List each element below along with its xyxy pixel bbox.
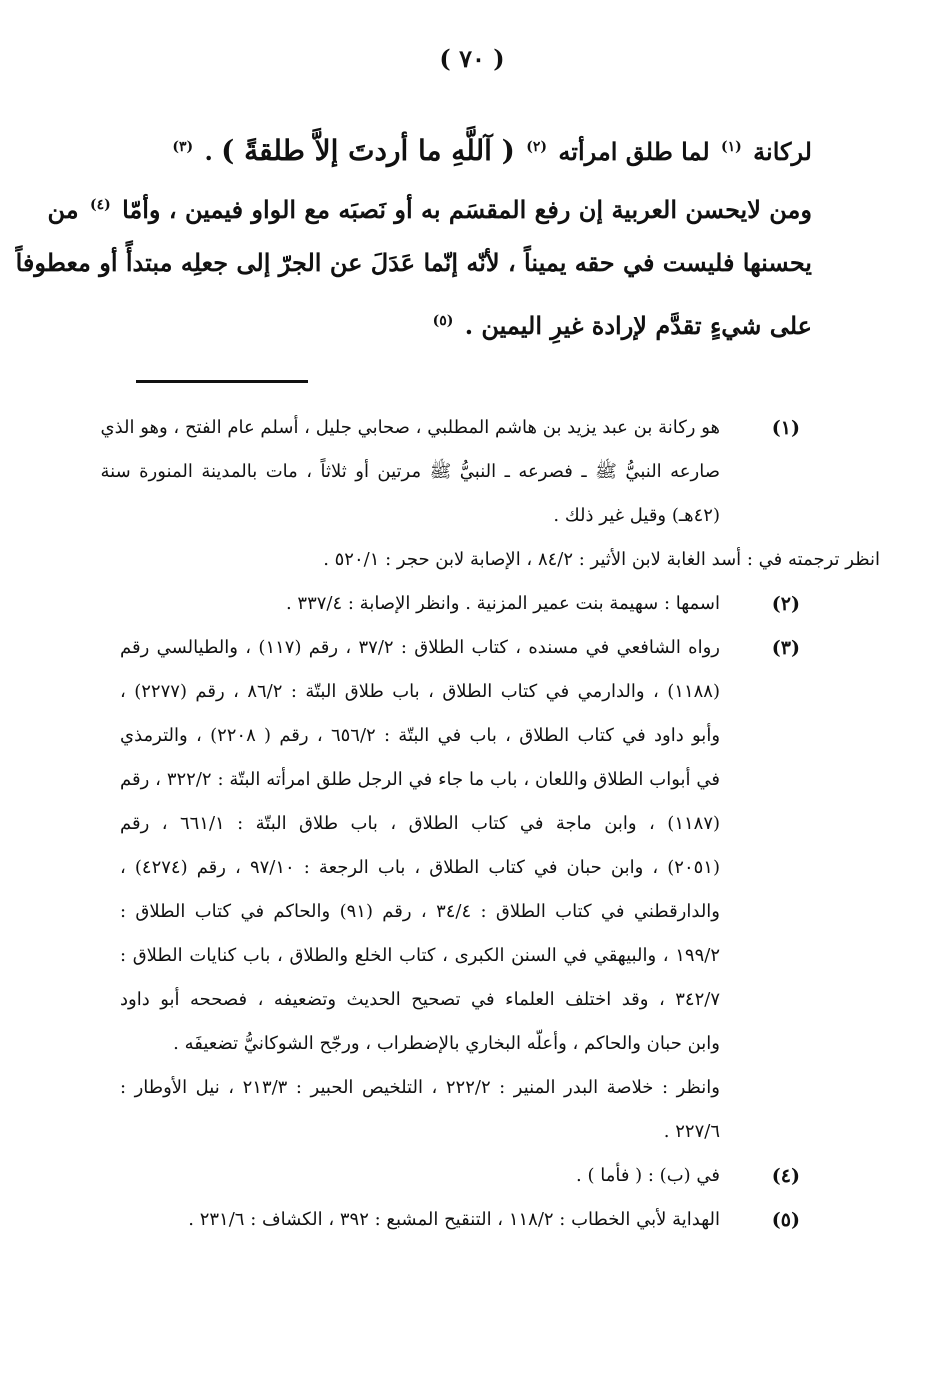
footnote-ref: (٢) [526, 139, 548, 155]
footnote-number: (٣) [771, 637, 800, 659]
footnote-line: والدارقطني في كتاب الطلاق : ٣٤/٤ ، رقم (٩١) والحاكم في كتاب الطلاق : [120, 901, 720, 922]
footnote-number: (٤) [771, 1165, 800, 1187]
footnote-line: (١١٨٧) ، وابن ماجة في كتاب الطلاق ، باب طلاق البتّة : ٦٦١/١ ، رقم [120, 813, 720, 834]
footnote-body [120, 538, 880, 582]
footnote-2 [120, 582, 800, 626]
footnote-ref: (٤) [89, 197, 111, 213]
footnote-line: رواه الشافعي في مسنده ، كتاب الطلاق : ٣٧/٢ ، رقم (١١٧) ، والطيالسي رقم [120, 637, 720, 658]
footnote-4 [120, 1154, 800, 1198]
main-text-segment: . [204, 137, 213, 166]
footnote-line: ١٩٩/٢ ، والبيهقي في السنن الكبرى ، كتاب الخلع والطلاق ، باب كنايات الطلاق : [120, 945, 720, 966]
footnote-3 [120, 626, 800, 1154]
footnote-body [120, 582, 720, 626]
footnote-line: هو ركانة بن عبد يزيد بن هاشم المطلبي ، صحابي جليل ، أسلم عام الفتح ، وهو الذي [100, 417, 720, 438]
footnote-ref: (٣) [172, 139, 194, 155]
footnote-line: صارعه النبيُّ ﷺ ـ فصرعه ـ النبيُّ ﷺ مرتين أو ثلاثاً ، مات بالمدينة المنورة سنة [100, 461, 720, 482]
footnote-body [120, 1154, 720, 1198]
footnote-separator [136, 380, 308, 383]
main-line-3: يحسنها فليست في حقه يميناً ، لأنّه إنّما عَدَلَ عن الجرّ إلى جعلِه مبتدأً أو معطوفاً [15, 248, 812, 277]
hadith-quote: ( آللَّهِ ما أردتَ إلاَّ طلقةً ) [221, 134, 515, 167]
main-line-2 [47, 176, 812, 234]
main-text-segment: لركانة [753, 137, 812, 166]
footnote-number: (٥) [771, 1209, 800, 1231]
footnote-body [120, 1198, 720, 1242]
footnote-1 [100, 406, 800, 538]
footnote-line: في (ب) : ( فأما ) . [576, 1165, 720, 1186]
footnote-1-sub [120, 538, 880, 582]
main-text-segment: ومن لايحسن العربية إن رفع المقسَم به أو نَصبَه مع الواو فيمين ، وأمّا [122, 195, 812, 224]
main-text-segment: لما طلق امرأته [558, 137, 710, 166]
main-line-1 [132, 118, 812, 176]
footnote-body [120, 626, 720, 1154]
footnote-number: (١) [771, 417, 800, 439]
footnotes [100, 406, 880, 1242]
main-text [15, 118, 812, 350]
footnote-line: انظر ترجمته في : أسد الغابة لابن الأثير : ٨٤/٢ ، الإصابة لابن حجر : ٥٢٠/١ . [323, 549, 880, 570]
footnote-number: (٢) [771, 593, 800, 615]
footnote-line: وابن حبان والحاكم ، وأعلّه البخاري بالإضطراب ، ورجّح الشوكانيُّ تضعيفَه . [173, 1033, 720, 1054]
page-number: ( ٧٠ ) [439, 44, 505, 73]
footnote-line: وأبو داود في كتاب الطلاق ، باب في البتّة : ٦٥٦/٢ ، رقم ( ٢٢٠٨) ، والترمذي [120, 725, 720, 746]
main-text-segment: على شيءٍ تقدَّم لإرادة غيرِ اليمين . [464, 311, 812, 340]
footnote-line: (٢٠٥١) ، وابن حبان في كتاب الطلاق ، باب الرجعة : ٩٧/١٠ ، رقم (٤٢٧٤) ، [120, 857, 720, 878]
footnote-line: وانظر : خلاصة البدر المنير : ٢٢٢/٢ ، التلخيص الحبير : ٢١٣/٣ ، نيل الأوطار : [120, 1077, 720, 1098]
footnote-body [100, 406, 720, 538]
main-line-4 [132, 292, 812, 350]
footnote-ref: (١) [721, 139, 742, 155]
footnote-line: في أبواب الطلاق واللعان ، باب ما جاء في الرجل طلق امرأته البتّة : ٣٢٢/٢ ، رقم [120, 769, 720, 790]
footnote-line: اسمها : سهيمة بنت عمير المزنية . وانظر الإصابة : ٣٣٧/٤ . [285, 593, 720, 614]
footnote-ref: (٥) [432, 313, 454, 329]
main-text-segment: من [47, 195, 79, 224]
footnote-line: ٣٤٢/٧ ، وقد اختلف العلماء في تصحيح الحديث وتضعيفه ، فصححه أبو داود [120, 989, 720, 1010]
footnote-line: (٤٢هـ) وقيل غير ذلك . [553, 505, 720, 526]
footnote-line: ٢٢٧/٦ . [663, 1121, 720, 1142]
footnote-line: (١١٨٨) ، والدارمي في كتاب الطلاق ، باب طلاق البتّة : ٨٦/٢ ، رقم (٢٢٧٧) ، [120, 681, 720, 702]
footnote-5 [120, 1198, 800, 1242]
footnote-line: الهداية لأبي الخطاب : ١١٨/٢ ، التنقيح المشبع : ٣٩٢ ، الكشاف : ٢٣١/٦ . [188, 1209, 720, 1230]
